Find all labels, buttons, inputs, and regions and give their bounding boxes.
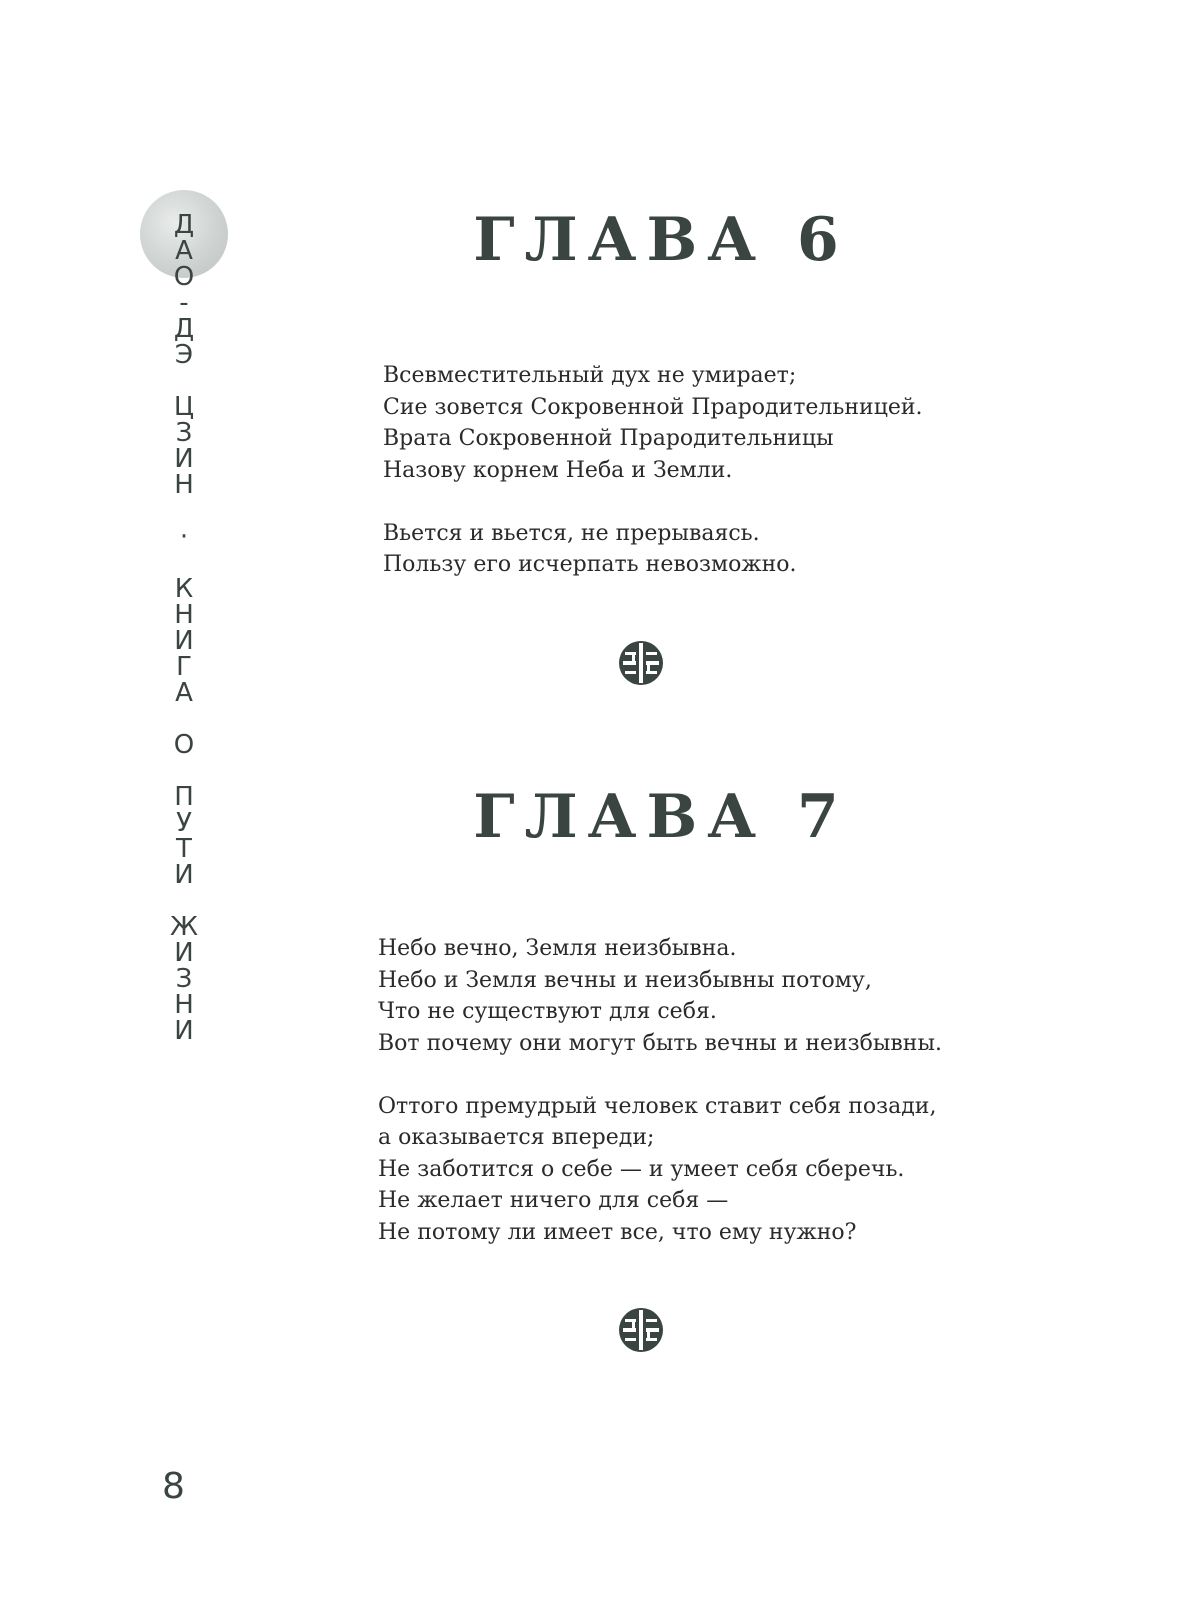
spine-title-char: Э: [174, 340, 194, 370]
spine-title: [140, 212, 228, 1044]
stanza: [383, 518, 923, 581]
spine-title-char: Н: [174, 990, 194, 1020]
spine-title-char: Ц: [173, 392, 195, 422]
verse-line: Вьется и вьется, не прерываясь.: [383, 520, 760, 546]
spine-title-char: И: [174, 860, 194, 890]
spine-title-char: У: [176, 808, 192, 838]
verse-line: Что не существуют для себя.: [378, 999, 717, 1024]
spine-title-char: О: [173, 262, 195, 292]
verse-line: Всевместительный дух не умирает;: [383, 363, 797, 388]
chapter-7-verse: [378, 933, 942, 1280]
spine-title-char: Д: [173, 314, 195, 344]
spine-title-char: И: [174, 938, 194, 968]
verse-line: Небо и Земля вечны и неизбывны потому,: [378, 967, 872, 993]
spine-title-char: П: [174, 782, 194, 812]
verse-line: Врата Сокровенной Прародительницы: [383, 426, 834, 451]
spine-title-char: Д: [173, 210, 195, 240]
page-number: 8: [162, 1466, 185, 1507]
spine-title-char: И: [174, 626, 194, 656]
stanza: [378, 933, 942, 1059]
spine-title-char: О: [173, 730, 195, 760]
stanza: [383, 360, 923, 486]
spine-title-char: А: [175, 236, 193, 266]
chapter-6-verse: [383, 360, 923, 612]
stanza: [378, 1091, 942, 1249]
spine-title-char: З: [175, 964, 193, 994]
verse-line: Сие зовется Сокровенной Прародительницей.: [383, 394, 923, 420]
verse-line: а оказывается впереди;: [378, 1125, 655, 1150]
verse-line: Не заботится о себе — и умеет себя сберечь.: [378, 1156, 905, 1182]
spine-title-char: З: [175, 418, 193, 448]
spine-title-char: Г: [176, 652, 192, 682]
spine-title-char: К: [174, 574, 194, 604]
verse-line: Вот почему они могут быть вечны и неизбывны.: [378, 1030, 942, 1056]
spine-title-char: Н: [174, 600, 194, 630]
spine-title-char: ·: [179, 522, 189, 552]
chapter-7-title: ГЛАВА 7: [473, 782, 849, 852]
spine-title-char: И: [174, 1016, 194, 1046]
verse-line: Пользу его исчерпать невозможно.: [383, 552, 797, 577]
chapter-6-title: ГЛАВА 6: [473, 205, 849, 275]
spine-title-char: И: [174, 444, 194, 474]
verse-line: Не желает ничего для себя —: [378, 1188, 729, 1213]
verse-line: Назову корнем Неба и Земли.: [383, 457, 733, 483]
spine-title-char: -: [179, 288, 189, 318]
verse-line: Оттого премудрый человек ставит себя позади,: [378, 1093, 937, 1119]
spine-title-char: Т: [176, 834, 192, 864]
shou-symbol-icon: [618, 1307, 664, 1353]
side-column: [140, 190, 220, 1540]
spine-title-char: Н: [174, 470, 194, 500]
spine-title-char: А: [175, 678, 193, 708]
verse-line: Небо вечно, Земля неизбывна.: [378, 936, 737, 961]
verse-line: Не потому ли имеет все, что ему нужно?: [378, 1219, 857, 1245]
shou-symbol-icon: [618, 640, 664, 686]
spine-title-char: Ж: [169, 912, 198, 942]
